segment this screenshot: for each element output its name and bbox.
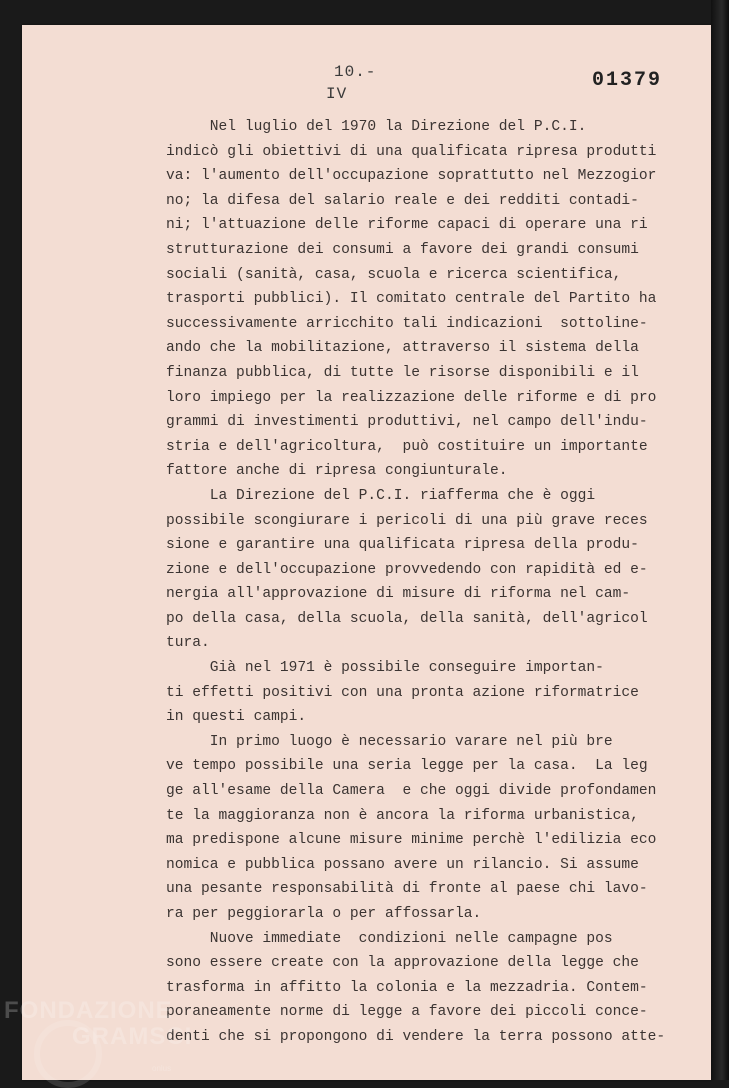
archive-stamp-number: 01379 [592, 69, 663, 92]
text-line: zione e dell'occupazione provvedendo con rapidità ed e- [166, 561, 648, 578]
text-line: Nuove immediate condizioni nelle campagne pos [166, 930, 613, 947]
section-number: IV [326, 85, 348, 103]
watermark [4, 997, 193, 1073]
text-line: in questi campi. [166, 709, 307, 726]
text-line: ve tempo possibile una seria legge per la casa. La leg [166, 758, 648, 775]
text-line: va: l'aumento dell'occupazione soprattutto nel Mezzogior [166, 168, 657, 185]
document-page [22, 25, 712, 1080]
watermark-suffix: onlus [152, 1064, 172, 1073]
text-line: sione e garantire una qualificata ripresa della produ- [166, 537, 639, 554]
text-line: Nel luglio del 1970 la Direzione del P.C.I. [166, 119, 587, 135]
text-line: ti effetti positivi con una pronta azione riformatrice [166, 684, 639, 701]
text-line: possibile scongiurare i pericoli di una più grave reces [166, 512, 648, 529]
text-line: loro impiego per la realizzazione delle riforme e di pro [166, 389, 657, 406]
text-line: po della casa, della scuola, della sanità, dell'agricol [166, 610, 648, 627]
text-line: finanza pubblica, di tutte le risorse disponibili e il [166, 364, 639, 381]
text-line: trasporti pubblici). Il comitato centrale del Partito ha [166, 291, 657, 308]
text-line: denti che si propongono di vendere la terra possono atte- [166, 1028, 666, 1045]
text-line: sono essere create con la approvazione della legge che [166, 955, 639, 972]
text-line: In primo luogo è necessario varare nel più bre [166, 733, 613, 750]
text-line: nomica e pubblica possano avere un rilancio. Si assume [166, 856, 639, 873]
text-line: sociali (sanità, casa, scuola e ricerca scientifica, [166, 266, 622, 283]
text-line: fattore anche di ripresa congiunturale. [166, 463, 508, 480]
text-line: nergia all'approvazione di misure di riforma nel cam- [166, 586, 631, 603]
text-line: ando che la mobilitazione, attraverso il sistema della [166, 340, 639, 357]
text-line: no; la difesa del salario reale e dei redditi contadi- [166, 192, 639, 209]
text-line: La Direzione del P.C.I. riafferma che è oggi [166, 487, 596, 504]
text-line: successivamente arricchito tali indicazioni sottoline- [166, 315, 648, 332]
text-line: tura. [166, 635, 210, 652]
text-line: ra per peggiorarla o per affossarla. [166, 906, 482, 922]
text-line: te la maggioranza non è ancora la riforma urbanistica, [166, 807, 639, 824]
watermark-line-2: GRAMSCI [72, 1023, 193, 1050]
watermark-line-1: FONDAZIONE [4, 997, 173, 1024]
text-line: Già nel 1971 è possibile conseguire importan- [166, 660, 604, 677]
text-line: poraneamente norme di legge a favore dei piccoli conce- [166, 1004, 648, 1021]
text-line: strutturazione dei consumi a favore dei grandi consumi [166, 241, 639, 258]
text-line: grammi di investimenti produttivi, nel campo dell'indu- [166, 414, 648, 431]
text-line: trasforma in affitto la colonia e la mezzadria. Contem- [166, 979, 648, 996]
scan-edge [711, 0, 729, 1080]
text-line: ni; l'attuazione delle riforme capaci di operare una ri [166, 217, 648, 234]
text-line: ge all'esame della Camera e che oggi divide profondamen [166, 783, 657, 800]
page-number: 10.- [334, 63, 377, 81]
typed-text-body [166, 115, 671, 1050]
text-line: una pesante responsabilità di fronte al paese chi lavo- [166, 881, 648, 898]
text-line: indicò gli obiettivi di una qualificata ripresa produtti [166, 143, 657, 160]
text-line: stria e dell'agricoltura, può costituire un importante [166, 438, 648, 455]
text-line: ma predispone alcune misure minime perchè l'edilizia eco [166, 832, 657, 849]
